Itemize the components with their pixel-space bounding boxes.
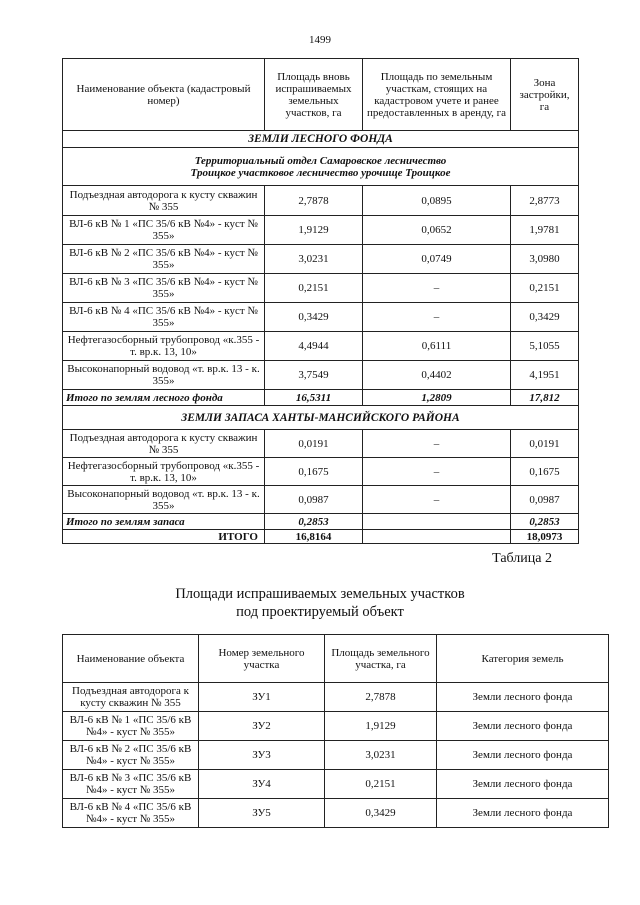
header-category: Категория земель bbox=[437, 635, 609, 683]
row-name: ВЛ-6 кВ № 2 «ПС 35/6 кВ №4» - куст № 355» bbox=[63, 741, 199, 770]
table2-label: Таблица 2 bbox=[492, 551, 552, 566]
total-label: Итого по землям запаса bbox=[63, 514, 265, 530]
row-name: Подъездная автодорога к кусту скважин № 355 bbox=[63, 430, 265, 458]
row-new-area: 2,7878 bbox=[265, 186, 363, 216]
total-zone: 17,812 bbox=[511, 390, 579, 406]
row-new-area: 0,0987 bbox=[265, 486, 363, 514]
row-zone: 0,0987 bbox=[511, 486, 579, 514]
row-zone: 0,1675 bbox=[511, 458, 579, 486]
table-row bbox=[63, 186, 579, 216]
row-name: ВЛ-6 кВ № 3 «ПС 35/6 кВ №4» - куст № 355» bbox=[63, 274, 265, 303]
row-area: 3,0231 bbox=[325, 741, 437, 770]
land-area-table bbox=[62, 58, 579, 544]
row-registered-area: – bbox=[363, 430, 511, 458]
total-registered: 1,2809 bbox=[363, 390, 511, 406]
row-area: 2,7878 bbox=[325, 683, 437, 712]
header-area: Площадь земельного участка, га bbox=[325, 635, 437, 683]
grand-total-label: ИТОГО bbox=[63, 530, 265, 544]
row-registered-area: 0,0895 bbox=[363, 186, 511, 216]
table-row bbox=[63, 245, 579, 274]
table2-title-line2: под проектируемый объект bbox=[236, 604, 404, 620]
total-registered bbox=[363, 514, 511, 530]
table-row bbox=[63, 683, 609, 712]
total-new: 0,2853 bbox=[265, 514, 363, 530]
row-plot: ЗУ4 bbox=[199, 770, 325, 799]
table2-title bbox=[0, 585, 640, 621]
table-row bbox=[63, 741, 609, 770]
row-registered-area: – bbox=[363, 486, 511, 514]
table-row bbox=[63, 332, 579, 361]
grand-total-registered bbox=[363, 530, 511, 544]
row-name: ВЛ-6 кВ № 3 «ПС 35/6 кВ №4» - куст № 355» bbox=[63, 770, 199, 799]
table-row bbox=[63, 303, 579, 332]
row-registered-area: – bbox=[363, 458, 511, 486]
grand-total-zone: 18,0973 bbox=[511, 530, 579, 544]
row-name: Нефтегазосборный трубопровод «к.355 - т. вр.к. 13, 10» bbox=[63, 332, 265, 361]
table-row bbox=[63, 216, 579, 245]
row-new-area: 0,1675 bbox=[265, 458, 363, 486]
section1-subtitle-line2: Троицкое участковое лесничество урочище Троицкое bbox=[190, 166, 451, 179]
row-plot: ЗУ2 bbox=[199, 712, 325, 741]
table-row bbox=[63, 770, 609, 799]
row-zone: 1,9781 bbox=[511, 216, 579, 245]
table-row bbox=[63, 458, 579, 486]
row-name: Высоконапорный водовод «т. вр.к. 13 - к. 355» bbox=[63, 486, 265, 514]
section2-total-row bbox=[63, 514, 579, 530]
table-row bbox=[63, 799, 609, 828]
row-plot: ЗУ3 bbox=[199, 741, 325, 770]
total-label: Итого по землям лесного фонда bbox=[63, 390, 265, 406]
row-zone: 4,1951 bbox=[511, 361, 579, 390]
row-category: Земли лесного фонда bbox=[437, 770, 609, 799]
row-area: 0,2151 bbox=[325, 770, 437, 799]
table-header-row bbox=[63, 635, 609, 683]
row-name: Подъездная автодорога к кусту скважин № 355 bbox=[63, 186, 265, 216]
row-new-area: 3,0231 bbox=[265, 245, 363, 274]
row-name: Подъездная автодорога к кусту скважин № 355 bbox=[63, 683, 199, 712]
row-name: ВЛ-6 кВ № 1 «ПС 35/6 кВ №4» - куст № 355» bbox=[63, 216, 265, 245]
row-zone: 0,3429 bbox=[511, 303, 579, 332]
row-zone: 3,0980 bbox=[511, 245, 579, 274]
header-registered-area: Площадь по земельным участкам, стоящих на кадастровом учете и ранее предоставленных в аренду, га bbox=[363, 59, 511, 131]
row-new-area: 0,2151 bbox=[265, 274, 363, 303]
row-registered-area: 0,0749 bbox=[363, 245, 511, 274]
row-plot: ЗУ5 bbox=[199, 799, 325, 828]
row-category: Земли лесного фонда bbox=[437, 799, 609, 828]
grand-total-row bbox=[63, 530, 579, 544]
row-registered-area: 0,0652 bbox=[363, 216, 511, 245]
header-name: Наименование объекта bbox=[63, 635, 199, 683]
table-row bbox=[63, 274, 579, 303]
row-area: 0,3429 bbox=[325, 799, 437, 828]
section1-total-row bbox=[63, 390, 579, 406]
section1-subtitle bbox=[63, 148, 579, 186]
row-new-area: 0,0191 bbox=[265, 430, 363, 458]
table-row bbox=[63, 486, 579, 514]
row-registered-area: – bbox=[363, 274, 511, 303]
row-category: Земли лесного фонда bbox=[437, 741, 609, 770]
section1-title: ЗЕМЛИ ЛЕСНОГО ФОНДА bbox=[63, 131, 579, 148]
plots-table bbox=[62, 634, 609, 828]
row-new-area: 0,3429 bbox=[265, 303, 363, 332]
section2-title: ЗЕМЛИ ЗАПАСА ХАНТЫ-МАНСИЙСКОГО РАЙОНА bbox=[63, 406, 579, 430]
row-new-area: 4,4944 bbox=[265, 332, 363, 361]
row-new-area: 1,9129 bbox=[265, 216, 363, 245]
total-new: 16,5311 bbox=[265, 390, 363, 406]
table-header-row bbox=[63, 59, 579, 131]
row-name: Нефтегазосборный трубопровод «к.355 - т. вр.к. 13, 10» bbox=[63, 458, 265, 486]
row-name: ВЛ-6 кВ № 1 «ПС 35/6 кВ №4» - куст № 355» bbox=[63, 712, 199, 741]
header-new-area: Площадь вновь испрашиваемых земельных участков, га bbox=[265, 59, 363, 131]
row-name: ВЛ-6 кВ № 4 «ПС 35/6 кВ №4» - куст № 355» bbox=[63, 799, 199, 828]
header-plot: Номер земельного участка bbox=[199, 635, 325, 683]
section-subtitle-row bbox=[63, 148, 579, 186]
row-zone: 0,2151 bbox=[511, 274, 579, 303]
table-row bbox=[63, 430, 579, 458]
row-name: Высоконапорный водовод «т. вр.к. 13 - к. 355» bbox=[63, 361, 265, 390]
row-name: ВЛ-6 кВ № 4 «ПС 35/6 кВ №4» - куст № 355» bbox=[63, 303, 265, 332]
row-registered-area: 0,6111 bbox=[363, 332, 511, 361]
row-plot: ЗУ1 bbox=[199, 683, 325, 712]
row-category: Земли лесного фонда bbox=[437, 683, 609, 712]
row-category: Земли лесного фонда bbox=[437, 712, 609, 741]
table2-title-line1: Площади испрашиваемых земельных участков bbox=[175, 586, 465, 602]
grand-total-new: 16,8164 bbox=[265, 530, 363, 544]
table-row bbox=[63, 712, 609, 741]
header-name: Наименование объекта (кадастровый номер) bbox=[63, 59, 265, 131]
section-title-row bbox=[63, 406, 579, 430]
row-registered-area: – bbox=[363, 303, 511, 332]
row-area: 1,9129 bbox=[325, 712, 437, 741]
section-title-row bbox=[63, 131, 579, 148]
row-zone: 0,0191 bbox=[511, 430, 579, 458]
page-number: 1499 bbox=[309, 34, 331, 46]
header-zone: Зона застройки, га bbox=[511, 59, 579, 131]
row-name: ВЛ-6 кВ № 2 «ПС 35/6 кВ №4» - куст № 355» bbox=[63, 245, 265, 274]
total-zone: 0,2853 bbox=[511, 514, 579, 530]
section1-subtitle-line1: Территориальный отдел Самаровское лесничество bbox=[194, 154, 447, 167]
row-new-area: 3,7549 bbox=[265, 361, 363, 390]
row-zone: 2,8773 bbox=[511, 186, 579, 216]
row-registered-area: 0,4402 bbox=[363, 361, 511, 390]
table-row bbox=[63, 361, 579, 390]
row-zone: 5,1055 bbox=[511, 332, 579, 361]
